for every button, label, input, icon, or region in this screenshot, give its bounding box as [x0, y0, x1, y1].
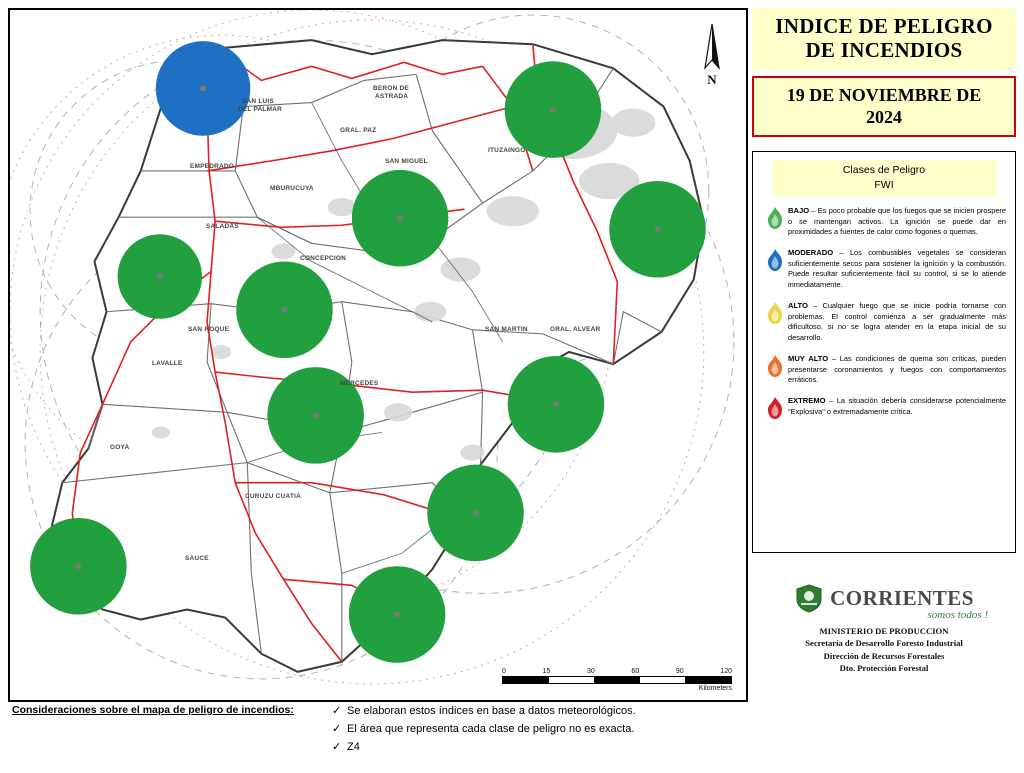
legend-item-description: – Cualquier fuego que se inicie podría tornarse con problemas. El control comienza a ser gradualmente más dificultoso, si no se logra atender en la etapa inicial de su desarrollo.: [788, 300, 1006, 343]
legend-item-label: EXTREMO: [788, 396, 826, 406]
map-graphic: [10, 10, 746, 700]
legend-item-text: [788, 205, 1006, 238]
flame-green-icon: [762, 205, 788, 238]
city-label-sauce: SAUCE: [185, 555, 209, 562]
organization-line: MINISTERIO DE PRODUCCION: [819, 626, 949, 636]
poster-title-line2: DE INCENDIOS: [805, 38, 963, 63]
north-arrow: [694, 22, 730, 92]
date-line1: 19 DE NOVIEMBRE DE: [786, 85, 982, 106]
city-label-ituzaingo: ITUZAINGO: [488, 147, 526, 154]
legend-item-label: ALTO: [788, 300, 808, 310]
city-label-san-miguel: SAN MIGUEL: [385, 158, 428, 165]
legend-header: [772, 160, 996, 195]
legend-item-description: – La situación debería considerarse potencialmente "Explosiva" o extremadamente crítica.: [788, 396, 1006, 416]
city-label-saladas: SALADAS: [206, 223, 239, 230]
check-icon: ✓: [332, 741, 342, 754]
date-line2: 2024: [866, 106, 902, 127]
map-panel[interactable]: [8, 8, 748, 702]
legend-item-description: – Es poco probable que los fuegos que se inicien prospere o se mantengan activos. La ignición se puede dar en proximidades a fuentes de calor como fogones o quemas.: [788, 205, 1006, 237]
legend-item-bajo: [762, 205, 1006, 238]
city-label-beron-de-astrada-2: ASTRADA: [375, 93, 409, 100]
legend-item-text: [788, 300, 1006, 344]
legend-item-alto: [762, 300, 1006, 344]
side-panel: [752, 8, 1016, 698]
organization-line: Dto. Protección Forestal: [839, 663, 929, 674]
scale-bar-graphic: [502, 676, 732, 684]
city-label-san-luis-del-palmar: SAN LUIS: [242, 98, 274, 105]
north-label: N: [707, 72, 717, 87]
check-icon: ✓: [332, 723, 342, 736]
note-item: [332, 702, 636, 720]
legend-items: [762, 205, 1006, 425]
brand-name: CORRIENTES: [830, 585, 974, 610]
brand-slogan: somos todos !: [927, 609, 988, 621]
scale-tick: 15: [542, 668, 551, 675]
scale-ticks: [502, 668, 732, 675]
scale-tick: 90: [675, 668, 684, 675]
city-label-mercedes: MERCEDES: [340, 380, 379, 387]
legend-item-label: BAJO: [788, 205, 810, 215]
scale-unit: Kilometers: [698, 685, 732, 692]
notes-list: [332, 702, 636, 756]
notes-title: Consideraciones sobre el mapa de peligro de incendios:: [12, 704, 294, 716]
legend-item-label: MODERADO: [788, 248, 834, 258]
flame-yellow-icon: [762, 300, 788, 344]
scale-tick: 60: [631, 668, 640, 675]
scale-tick: 30: [586, 668, 595, 675]
city-label-san-luis-del-palmar-2: DEL PALMAR: [238, 106, 283, 113]
footer-logo-block: [752, 583, 1016, 675]
organization-lines: [752, 625, 1016, 675]
city-label-san-roque: SAN ROQUE: [188, 326, 230, 333]
flame-red-icon: [762, 395, 788, 425]
legend-box: [752, 151, 1016, 553]
legend-item-label: MUY ALTO: [788, 353, 829, 363]
legend-item-muy-alto: [762, 353, 1006, 386]
city-label-san-martin: SAN MARTIN: [485, 326, 528, 333]
city-label-empedrado: EMPEDRADO: [190, 163, 235, 170]
organization-line: Secretaría de Desarrollo Foresto Industrial: [805, 638, 963, 649]
flame-orange-icon: [762, 353, 788, 386]
city-label-concepcion: CONCEPCION: [300, 255, 347, 262]
note-text: El área que representa cada clase de peligro no es exacta.: [347, 723, 635, 736]
organization-line: Dirección de Recursos Forestales: [823, 650, 945, 661]
flame-blue-icon: [762, 247, 788, 291]
notes-section: [10, 702, 1010, 768]
city-label-curuzu-cuatia: CURUZU CUATIA: [245, 493, 301, 500]
city-label-lavalle: LAVALLE: [152, 360, 183, 367]
city-label-gral-alvear: GRAL. ALVEAR: [550, 326, 601, 333]
legend-item-text: [788, 247, 1006, 291]
legend-item-text: [788, 395, 1006, 425]
poster-title-line1: INDICE DE PELIGRO: [775, 14, 993, 38]
poster-title: [752, 8, 1016, 70]
legend-header-line1: Clases de Peligro: [842, 164, 926, 177]
note-item: [332, 738, 636, 756]
legend-item-description: – Los combustibles vegetales se consideran suficientemente secos para sostener la ignición y la combustión. Puede resultar suficientemente fácil su control, si se lo atiende inmediatamente.: [788, 248, 1006, 290]
date-box: [752, 76, 1016, 137]
scale-tick: 120: [720, 668, 732, 675]
city-label-mburucuya: MBURUCUYA: [270, 185, 314, 192]
city-label-goya: GOYA: [110, 444, 130, 451]
legend-header-line2: FWI: [874, 178, 894, 191]
note-item: [332, 720, 636, 738]
note-text: Se elaboran estos índices en base a datos meteorológicos.: [347, 705, 636, 717]
legend-item-text: [788, 353, 1006, 386]
check-icon: ✓: [332, 705, 342, 717]
city-label-gral-paz: GRAL. PAZ: [340, 127, 377, 134]
city-label-beron-de-astrada: BERON DE: [373, 85, 409, 92]
corrientes-shield-icon: [794, 583, 824, 613]
legend-item-moderado: [762, 247, 1006, 291]
legend-item-description: – Las condiciones de quema son críticas, pueden presentarse coronamientos y fuegos con comportamientos erráticos.: [788, 353, 1006, 385]
scale-tick: 0: [502, 668, 506, 675]
legend-item-extremo: [762, 395, 1006, 425]
note-text: Z4: [347, 741, 360, 754]
scale-bar: [502, 668, 732, 692]
